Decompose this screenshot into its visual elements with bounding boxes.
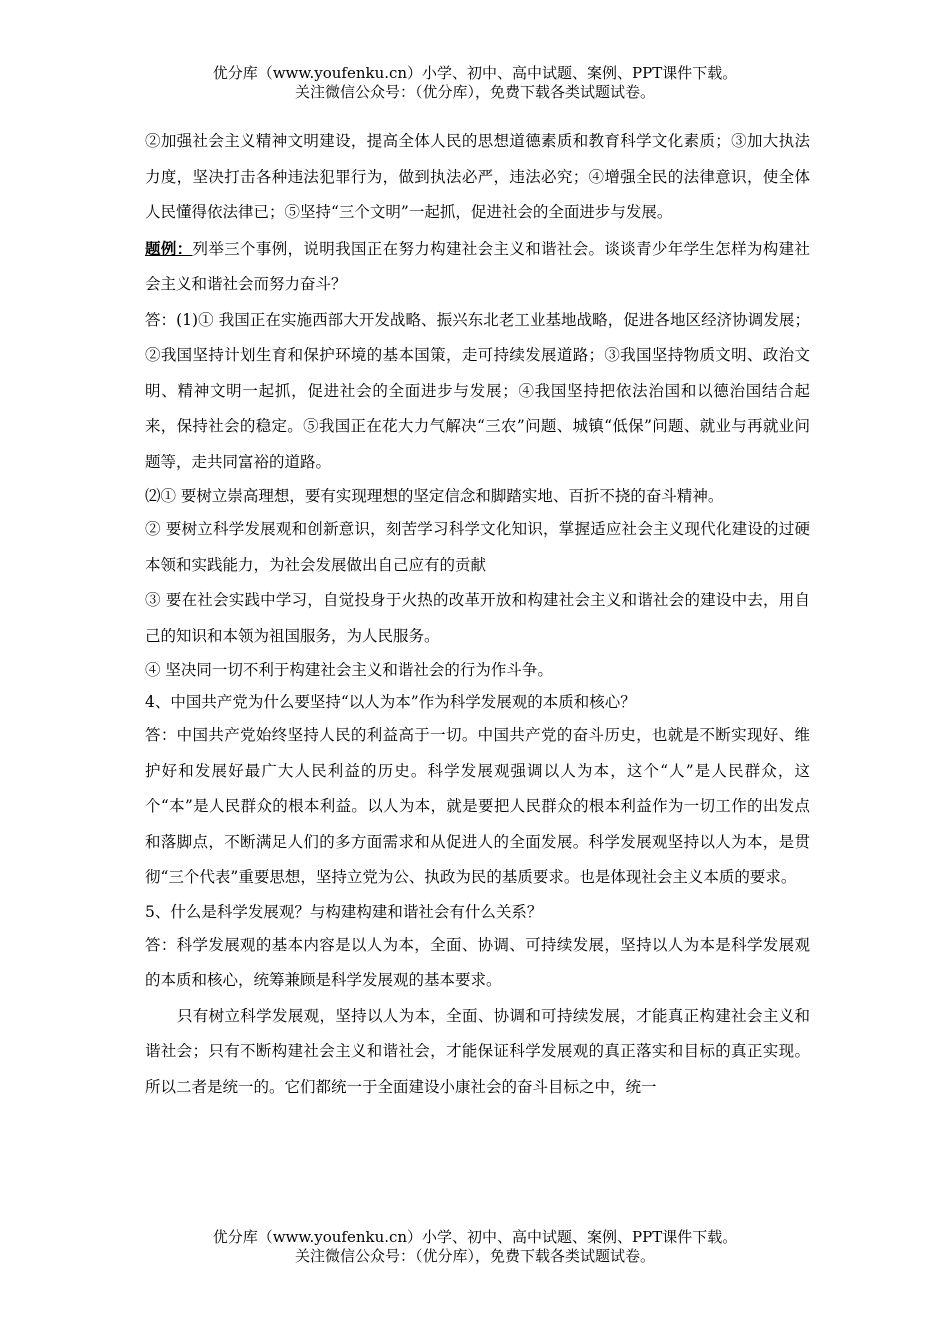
footer-line-1: 优分库（www.youfenku.cn）小学、初中、高中试题、案例、PPT课件下载。 [212,1228,738,1246]
footer-line-2: 关注微信公众号：（优分库），免费下载各类试题试卷。 [294,1247,655,1265]
answer-part-2-item-2: ② 要树立科学发展观和创新意识，刻苦学习科学文化知识，掌握适应社会主义现代化建设的过硬本领和实践能力，为社会发展做出自己应有的贡献 [145,520,810,574]
question-5-answer: 答：科学发展观的基本内容是以人为本，全面、协调、可持续发展，坚持以人为本是科学发展观的本质和核心，统筹兼顾是科学发展观的基本要求。 [145,935,810,989]
question-5-relation: 只有树立科学发展观，坚持以人为本，全面、协调和可持续发展，才能真正构建社会主义和谐社会；只有不断构建社会主义和谐社会，才能保证科学发展观的真正落实和目标的真正实现。所以二者是统一的。它们都统一于全面建设小康社会的奋斗目标之中，统一 [145,1006,810,1096]
example-label: 题例： [145,238,193,258]
document-body [145,124,810,1105]
example-paragraph [145,231,810,303]
question-5: 5、什么是科学发展观？与构建构建和谐社会有什么关系？ [145,902,543,921]
example-question: 列举三个事例，说明我国正在努力构建社会主义和谐社会。谈谈青少年学生怎样为构建社会主义和谐社会而努力奋斗？ [145,239,810,293]
question-4-answer: 答：中国共产党始终坚持人民的利益高于一切。中国共产党的奋斗历史，也就是不断实现好、维护好和发展好最广大人民利益的历史。科学发展观强调以人为本，这个“人”是人民群众，这个“本”是人民群众的根本利益。以人为本，就是要把人民群众的根本利益作为一切工作的出发点和落脚点，不断满足人们的多方面需求和从促进人的全面发展。科学发展观坚持以人为本，是贯彻“三个代表”重要思想，坚持立党为公、执政为民的基质要求。也是体现社会主义本质的要求。 [145,726,810,886]
header-line-2: 关注微信公众号：（优分库），免费下载各类试题试卷。 [294,83,655,101]
answer-part-2-item-4: ④ 坚决同一切不利于构建社会主义和谐社会的行为作斗争。 [145,661,553,679]
page-header [0,64,950,102]
measures-paragraph: ②加强社会主义精神文明建设，提高全体人民的思想道德素质和教育科学文化素质；③加大执法力度，坚决打击各种违法犯罪行为，做到执法必严，违法必究；④增强全民的法律意识，使全体人民懂得依法律已；⑤坚持“三个文明”一起抓，促进社会的全面进步与发展。 [145,132,810,221]
question-4: 4、中国共产党为什么要坚持“以人为本”作为科学发展观的本质和核心？ [145,693,636,711]
answer-part-2-item-1: ⑵① 要树立崇高理想，要有实现理想的坚定信念和脚踏实地、百折不挠的奋斗精神。 [145,487,724,505]
answer-part-2-item-3: ③ 要在社会实践中学习，自觉投身于火热的改革开放和构建社会主义和谐社会的建设中去，用自己的知识和本领为祖国服务，为人民服务。 [145,591,810,645]
page-footer [0,1228,950,1266]
answer-part-1: 答：(1)① 我国正在实施西部大开发战略、振兴东北老工业基地战略，促进各地区经济协调发展；②我国坚持计划生育和保护环境的基本国策，走可持续发展道路；③我国坚持物质文明、政治文明、精神文明一起抓，促进社会的全面进步与发展；④我国坚持把依法治国和以德治国结合起来，保持社会的稳定。⑤我国正在花大力气解决“三农”问题、城镇“低保”问题、就业与再就业问题等，走共同富裕的道路。 [145,310,810,471]
header-line-1: 优分库（www.youfenku.cn）小学、初中、高中试题、案例、PPT课件下载。 [212,64,738,82]
